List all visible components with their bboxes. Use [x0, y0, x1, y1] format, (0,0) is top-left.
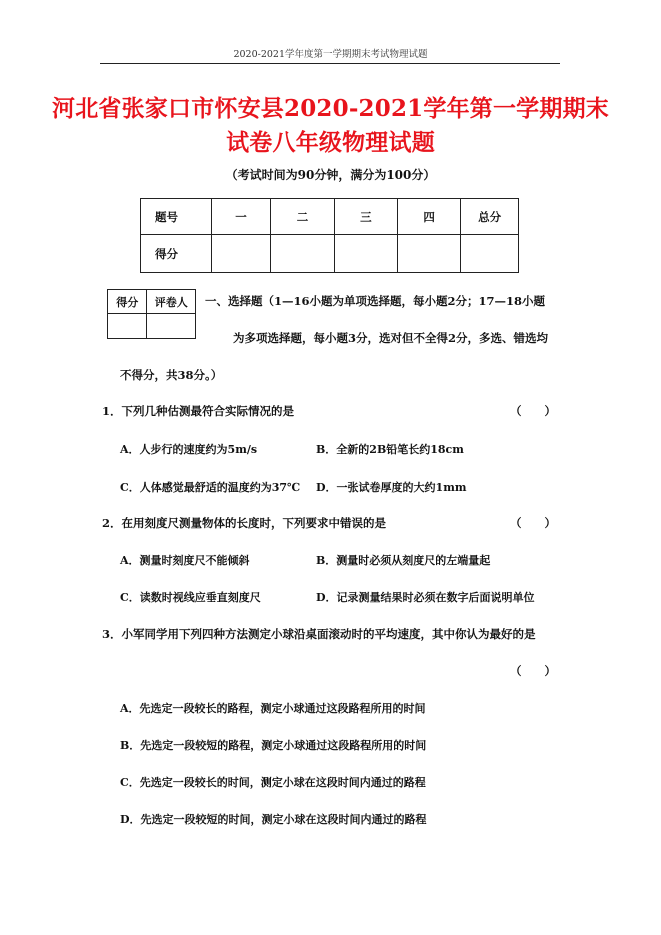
score-row-label: 得分: [141, 235, 212, 273]
score-table-header-row: [141, 199, 519, 235]
section-instruction-line1: 一、选择题（1—16小题为单项选择题，每小题2分；17—18小题: [205, 294, 546, 308]
section-instruction-line2: 为多项选择题，每小题3分，选对但不全得2分，多选、错选均: [233, 331, 549, 345]
grader-header-cell: 得分: [108, 290, 147, 314]
exam-info: （考试时间为90分钟，满分为100分）: [225, 168, 436, 182]
score-header-cell: 三: [334, 199, 397, 235]
question-1-option-c: C．人体感觉最舒适的温度约为37℃: [120, 481, 301, 494]
question-2-stem: 2．在用刻度尺测量物体的长度时，下列要求中错误的是: [102, 516, 386, 530]
score-cell[interactable]: [334, 235, 397, 273]
question-2-answer-paren[interactable]: （ ）: [510, 516, 556, 530]
question-1-option-d: D．一张试卷厚度的大约1mm: [316, 481, 467, 494]
question-2-option-a: A．测量时刻度尺不能倾斜: [120, 554, 250, 567]
question-3-stem: 3．小军同学用下列四种方法测定小球沿桌面滚动时的平均速度，其中你认为最好的是: [102, 627, 536, 641]
score-cell[interactable]: [271, 235, 334, 273]
question-2-option-c: C．读数时视线应垂直刻度尺: [120, 591, 261, 604]
exam-title-line2: 试卷八年级物理试题: [226, 129, 435, 156]
grader-header-row: [108, 290, 196, 314]
question-3-option-d: D．先选定一段较短的时间，测定小球在这段时间内通过的路程: [120, 813, 427, 826]
score-table: [140, 198, 519, 273]
question-1-option-b: B．全新的2B铅笔长约18cm: [316, 443, 464, 456]
score-header-cell: 一: [211, 199, 271, 235]
question-3-option-a: A．先选定一段较长的路程，测定小球通过这段路程所用的时间: [120, 702, 426, 715]
question-1-answer-paren[interactable]: （ ）: [510, 404, 556, 418]
question-1-stem: 1．下列几种估测最符合实际情况的是: [102, 404, 294, 418]
grader-table: [107, 289, 196, 339]
section-instruction-line3: 不得分，共38分。）: [120, 368, 223, 382]
grader-header-cell: 评卷人: [147, 290, 196, 314]
question-1-option-a: A．人步行的速度约为5m/s: [120, 443, 258, 456]
question-2-option-b: B．测量时必须从刻度尺的左端量起: [316, 554, 491, 567]
score-header-cell: 四: [398, 199, 461, 235]
score-cell[interactable]: [398, 235, 461, 273]
grader-value-row: [108, 314, 196, 339]
score-header-cell: 总分: [461, 199, 519, 235]
header-rule: [100, 63, 560, 64]
exam-title-line1: 河北省张家口市怀安县2020-2021学年第一学期期末: [52, 95, 609, 122]
score-cell[interactable]: [211, 235, 271, 273]
question-3-answer-paren[interactable]: （ ）: [510, 664, 556, 678]
question-3-option-b: B．先选定一段较短的路程，测定小球通过这段路程所用的时间: [120, 739, 427, 752]
score-cell[interactable]: [461, 235, 519, 273]
score-table-score-row: [141, 235, 519, 273]
score-header-cell: 二: [271, 199, 334, 235]
question-2-option-d: D．记录测量结果时必须在数字后面说明单位: [316, 591, 535, 604]
grader-name-cell[interactable]: [147, 314, 196, 339]
question-3-option-c: C．先选定一段较长的时间，测定小球在这段时间内通过的路程: [120, 776, 426, 789]
page-header: 2020-2021学年度第一学期期末考试物理试题: [233, 49, 428, 60]
score-header-cell: 题号: [141, 199, 212, 235]
grader-score-cell[interactable]: [108, 314, 147, 339]
